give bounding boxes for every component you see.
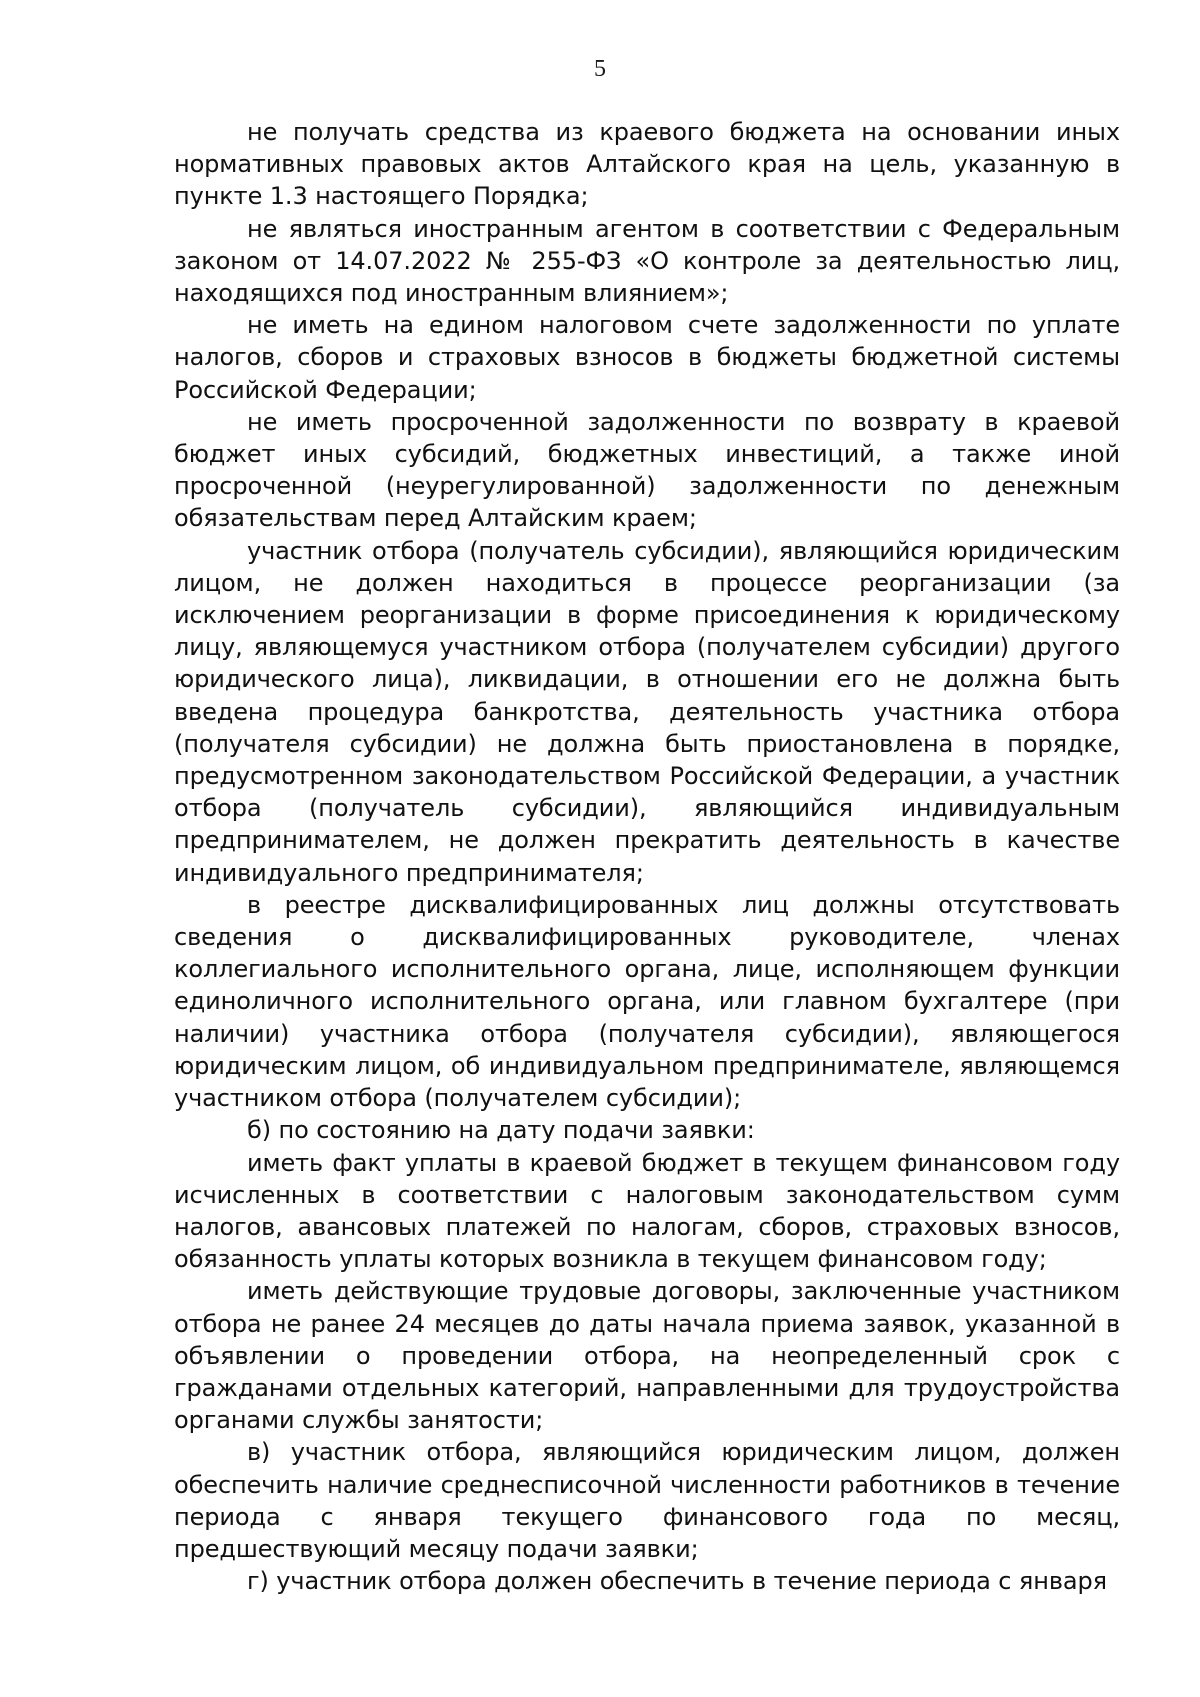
paragraph: в реестре дисквалифицированных лиц должны отсутствовать сведения о дисквалифицированных руководителе, членах коллегиального исполнительного органа, лице, исполняющем функции единоличного исполнительного органа, или главном бухгалтере (при наличии) участника отбора (получателя субсидии), являющегося юридическим лицом, об индивидуальном предпринимателе, являющемся участником отбора (получателем субсидии);	[174, 890, 1120, 1113]
paragraph: иметь факт уплаты в краевой бюджет в текущем финансовом году исчисленных в соответствии с налоговым законодательством сумм налогов, авансовых платежей по налогам, сборов, страховых взносов, обязанность уплаты которых возникла в текущем финансовом году;	[174, 1148, 1120, 1274]
document-body	[174, 116, 1120, 1597]
paragraph: не иметь просроченной задолженности по возврату в краевой бюджет иных субсидий, бюджетных инвестиций, а также иной просроченной (неурегулированной) задолженности по денежным обязательствам перед Алтайским краем;	[174, 407, 1120, 533]
paragraph: г) участник отбора должен обеспечить в течение периода с января	[247, 1567, 1107, 1596]
paragraph: в) участник отбора, являющийся юридическим лицом, должен обеспечить наличие среднесписочной численности работников в течение периода с января текущего финансового года по месяц, предшествующий месяцу подачи заявки;	[174, 1438, 1120, 1563]
page-number: 5	[594, 56, 606, 82]
paragraph: не получать средства из краевого бюджета на основании иных нормативных правовых актов Алтайского края на цель, указанную в пункте 1.3 настоящего Порядка;	[174, 118, 1120, 211]
paragraph: б) по состоянию на дату подачи заявки:	[247, 1116, 755, 1145]
paragraph: не являться иностранным агентом в соответствии с Федеральным законом от 14.07.2022 № 255-ФЗ «О контроле за деятельностью лиц, находящихся под иностранным влиянием»;	[174, 214, 1120, 308]
paragraph: не иметь на едином налоговом счете задолженности по уплате налогов, сборов и страховых взносов в бюджеты бюджетной системы Российской Федерации;	[174, 311, 1120, 404]
paragraph: иметь действующие трудовые договоры, заключенные участником отбора не ранее 24 месяцев до даты начала приема заявок, указанной в объявлении о проведении отбора, на неопределенный срок с гражданами отдельных категорий, направленными для трудоустройства органами службы занятости;	[174, 1277, 1120, 1435]
paragraph: участник отбора (получатель субсидии), являющийся юридическим лицом, не должен находиться в процессе реорганизации (за исключением реорганизации в форме присоединения к юридическому лицу, являющемуся участником отбора (получателем субсидии) другого юридического лица), ликвидации, в отношении его не должна быть введена процедура банкротства, деятельность участника отбора (получателя субсидии) не должна быть приостановлена в порядке, предусмотренном законодательством Российской Федерации, а участник отбора (получатель субсидии), являющийся индивидуальным предпринимателем, не должен прекратить деятельность в качестве индивидуального предпринимателя;	[174, 536, 1120, 887]
